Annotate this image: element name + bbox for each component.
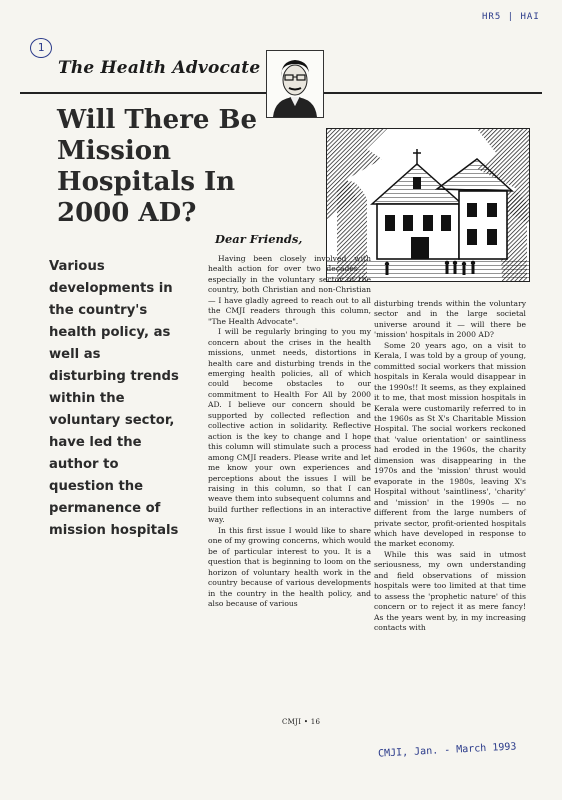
masthead-rule-right bbox=[322, 92, 542, 94]
handwritten-file-code: HR5 | HAI bbox=[482, 12, 540, 22]
masthead-rule-left bbox=[20, 92, 266, 94]
body-paragraph: Some 20 years ago, on a visit to Kerala, I was told by a group of young, committed social workers that mission hospitals in Kerala would disappear in the 1990s!! It seems, as they explained it to me, that most mission hospitals in Kerala were customarily referred to in the 1960s as St X's Charitable Mission Hospital. The social workers reckoned that 'value orientation' or saintliness had eroded in the 1960s, the charity dimension was disappearing in the 1970s and the 'mission' thrust would evaporate in the 1980s, leaving X's Hospital without 'saintliness', 'charity' and 'mission' in the 1990s — no different from the large numbers of private sector, profit-oriented hospitals which have developed in response to the market economy. bbox=[374, 340, 526, 549]
body-paragraph: While this was said in utmost seriousness, my own understanding and field observations of mission hospitals were too limited at that time to assess the 'prophetic nature' of this concern or to reject it as mere fancy! As the years went by, in my increasing contacts with bbox=[374, 549, 526, 633]
body-paragraph: In this first issue I would like to share one of my growing concerns, which would be of particular interest to you. It is a question that is beginning to loom on the horizon of voluntary health work in the country because of various developments in the country in the health policy, and also because of various bbox=[208, 525, 371, 608]
article-deck: Various developments in the country's health policy, as well as disturbing trends within the voluntary sector, have led the author to question the permanence of mission hospitals bbox=[49, 259, 179, 538]
article-headline: Will There Be Mission Hospitals In 2000 AD? bbox=[57, 105, 258, 228]
body-column-right bbox=[374, 299, 526, 634]
column-masthead: The Health Advocate bbox=[58, 58, 261, 78]
body-column-left bbox=[208, 254, 371, 609]
body-paragraph: Having been closely involved with health action for over two decades — especially in the voluntary sector of the country, both Christian and non-Christian — I have gladly agreed to reach out to all the CMJI readers through this column, "The Health Advocate". bbox=[208, 254, 371, 326]
body-paragraph: disturbing trends within the voluntary sector and in the large societal universe around it — will there be 'mission' hospitals in 2000 AD? bbox=[374, 299, 526, 340]
page-footer-code: CMJI • 16 bbox=[282, 718, 321, 726]
handwritten-page-number: 1 bbox=[30, 38, 52, 58]
body-paragraph: I will be regularly bringing to you my concern about the crises in the health missions, unmet needs, distortions in health care and disturbing trends in the emerging health policies, all of which could become obstacles to our commitment to Health For All by 2000 AD. I believe our concern should be supported by collected reflection and collective action in solidarity. Reflective action is the key to change and I hope this column will stimulate such a process among CMJI readers. Please write and let me know your own experiences and perceptions about the issues I will be raising in this column, so that I can weave them into subsequent columns and build further reflections in an interactive way. bbox=[208, 327, 371, 525]
salutation: Dear Friends, bbox=[215, 232, 303, 246]
handwritten-source-note: CMJI, Jan. - March 1993 bbox=[377, 741, 517, 760]
